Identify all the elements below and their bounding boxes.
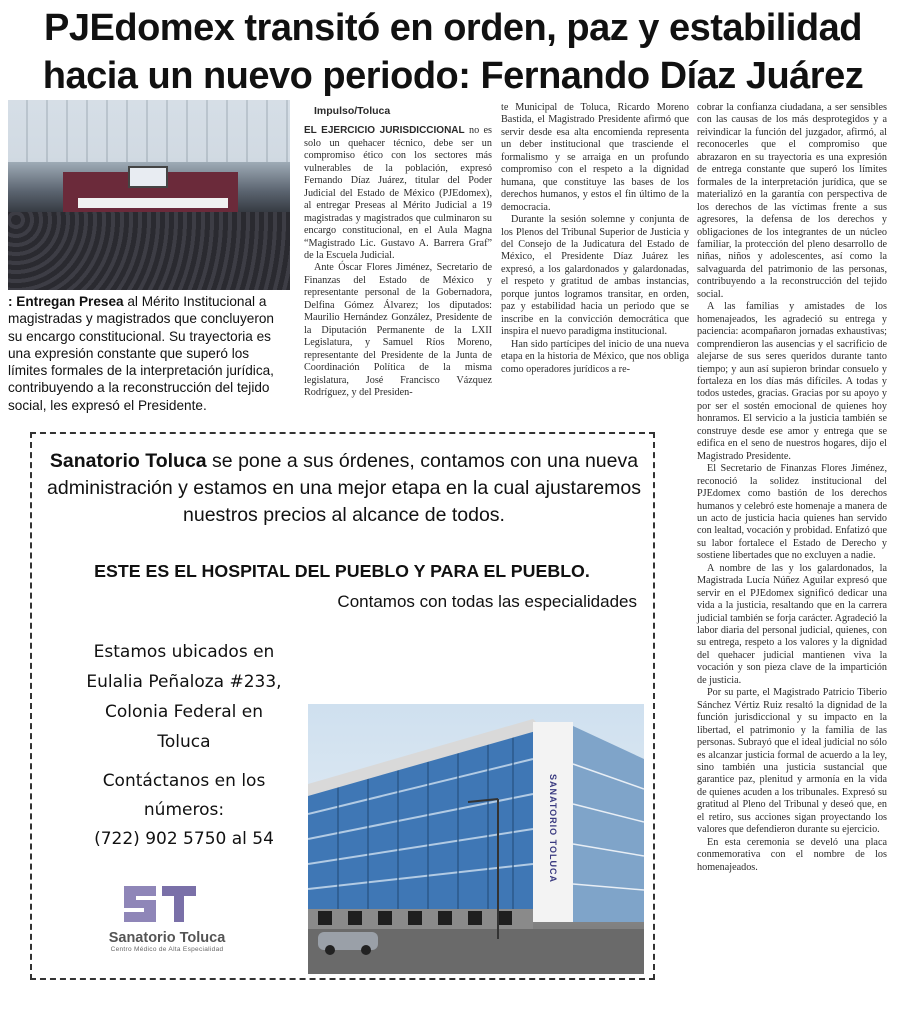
headline-line-1: PJEdomex transitó en orden, paz y estabilidad xyxy=(44,7,862,49)
article-column-3 xyxy=(697,102,887,874)
address-line: Eulalia Peñaloza #233, xyxy=(86,672,282,692)
sanatorio-logo xyxy=(92,884,242,953)
article-paragraph: A nombre de las y los galardonados, la Magistrada Lucía Núñez Aguilar expresó que servir en el PJEdomex significó dedicar una vida a la justicia, resaltando que en la carrera judicial también se forja carácter. Agradeció la labor diaria del personal judicial, quienes, con su entrega, respeto a los valores y la dignidad del quehacer judicial mantienen viva la vocación y son pieza clave de la impartición de justicia. xyxy=(697,562,887,686)
ad-intro-text: se pone a sus órdenes, contamos con una nueva administración y estamos en una mejor etapa en la cual ajustaremos nuestros precios al alcance de todos. xyxy=(47,450,641,526)
article-paragraph: Durante la sesión solemne y conjunta de los Plenos del Tribunal Superior de Justicia y del Consejo de la Judicatura del Estado de México, el Presidente Díaz Juárez les expresó, a los galardonados y galardonadas, el respeto y gratitud de ambas instancias, porque juntos logramos transitar, en orden, paz y estabilidad hacia un periodo que se inscribe en la convicción democrática que inspira el nuevo paradigma institucional. xyxy=(501,214,689,338)
ad-intro xyxy=(44,448,644,529)
contact-line: números: xyxy=(143,800,225,820)
article-paragraph xyxy=(304,125,492,262)
photo-ceiling xyxy=(8,100,290,162)
ad-contact xyxy=(64,767,304,854)
phone-number: (722) 902 5750 al 54 xyxy=(94,829,274,849)
logo-subtitle: Centro Médico de Alta Especialidad xyxy=(110,946,224,953)
ad-specialties: Contamos con todas las especialidades xyxy=(337,592,637,611)
photo-audience xyxy=(8,212,290,290)
st-logo-mark-icon xyxy=(122,884,198,924)
article-column-2 xyxy=(501,102,689,376)
ad-slogan: ESTE ES EL HOSPITAL DEL PUEBLO Y PARA EL PUEBLO. xyxy=(94,561,590,581)
building-illustration xyxy=(308,704,644,974)
photo-caption xyxy=(8,293,290,414)
photo-presidium-table xyxy=(78,198,228,208)
article-column-1 xyxy=(304,105,492,399)
caption-text: al Mérito Institucional a magistradas y magistrados que concluyeron su encargo constitucional. Su trayectoria es una expresión constante que superó los límites formales de la interpretación jurídica, contribuyendo a la reconstrucción del tejido social, les expresó el Presidente. xyxy=(8,294,274,413)
logo-t-icon xyxy=(160,884,198,924)
byline: Impulso/Toluca xyxy=(314,105,391,117)
kicker: EL EJERCICIO JURISDICCIONAL xyxy=(304,125,465,137)
address-line: Estamos ubicados en xyxy=(93,642,275,662)
caption-lead: : Entregan Presea xyxy=(8,294,124,309)
hospital-building-photo xyxy=(308,704,644,974)
headline xyxy=(8,4,898,100)
logo-s-icon xyxy=(122,884,158,924)
headline-line-2: hacia un nuevo periodo: Fernando Díaz Juárez xyxy=(42,55,864,97)
photo-screen xyxy=(128,166,168,188)
paragraph-text: no es solo un quehacer técnico, debe ser un compromiso ético con los sectores más vulnerables de la población, expresó Fernando Díaz Juárez, titular del Poder Judicial del Estado de México (PJEdomex), al entregar Preseas al Mérito Judicial a 19 magistradas y magistrados que culminaron su encargo constitucional, en el Aula Magna “Magistrado Lic. Gustavo A. Barrera Graf” de la Escuela Judicial. xyxy=(304,125,492,261)
address-line: Toluca xyxy=(157,732,211,752)
article-paragraph: Por su parte, el Magistrado Patricio Tiberio Sánchez Vértiz Ruiz resaltó la dignidad de la función jurisdiccional y su impacto en la libertad, el patrimonio y la familia de las personas. Subrayó que el ideal judicial no sólo es alcanzar justicia formal de acuerdo a la ley, sino también una justicia sustancial que garantice paz, plenitud y armonía en la vida de quienes acuden a los tribunales. Expresó su gratitud al Pleno del Tribunal y deseó que, en el retiro, sus acciones sigan proyectando los valores que defendieron durante su ejercicio. xyxy=(697,687,887,836)
article-paragraph: te Municipal de Toluca, Ricardo Moreno Bastida, el Magistrado Presidente afirmó que servir desde esa alta encomienda representa un deber institucional que trasciende el formalismo y se arraiga en un profundo compromiso con el respeto a la dignidad humana, que constituye las bases de los derechos humanos, y estos el fin último de la democracia. xyxy=(501,102,689,213)
article-paragraph: En esta ceremonia se develó una placa conmemorativa con el nombre de los homenajeados. xyxy=(697,836,887,873)
ad-brand: Sanatorio Toluca xyxy=(49,450,207,472)
building-sign: SANATORIO TOLUCA xyxy=(548,774,558,884)
address-line: Colonia Federal en xyxy=(104,702,264,722)
article-paragraph: A las familias y amistades de los homenajeados, les agradeció su entrega y paciencia: acompañaron jornadas exhaustivas; comprendieron las ausencias y el sacrificio de alejarse de sus seres queridos durante tanto tiempo; y aun así supieron brindar consuelo y fortaleza en los días más difíciles. A todas y todos ustedes, gracias. Gracias por su apoyo y por ser el sostén emocional de quienes hoy honramos. El servicio a la justicia también se construye desde ese amor y entrega que se edifica en el seno de nuestros hogares, dijo el Magistrado Presidente. xyxy=(697,301,887,462)
advertisement xyxy=(30,432,655,980)
ad-address xyxy=(64,637,304,757)
logo-name: Sanatorio Toluca xyxy=(108,930,226,946)
contact-line: Contáctanos en los xyxy=(102,771,266,791)
article-paragraph: El Secretario de Finanzas Flores Jiménez, reconoció la solidez institucional del PJEdomex como bastión de los derechos humanos y celebró este homenaje a manera de un acto de justicia hacia quienes han servido con lealtad, vocación y probidad. Enfatizó que su labor fortalece el Estado de Derecho y sostiene libertades que no excluyen a nadie. xyxy=(697,463,887,562)
ceremony-photo xyxy=(8,100,290,290)
article-paragraph: cobrar la confianza ciudadana, a ser sensibles con las causas de los más desprotegidos y a reivindicar la función del juzgador, afirmó, al reconocerles que el compromiso que abrazaron en su trayectoria es una expresión de entrega constante que superó los límites formales de la interpretación jurídica, que se materializó en la garantía con perspectiva de los derechos de las víctimas frente a sus agresores, la defensa de los derechos y obligaciones de los integrantes de un núcleo familiar, la protección del pleno desarrollo de niñas, niños y adolescentes, así como la salvaguarda del patrimonio de las personas, contribuyendo a la reconstrucción del tejido social. xyxy=(697,102,887,300)
article-paragraph: Ante Óscar Flores Jiménez, Secretario de Finanzas del Estado de México y representante personal de la Gobernadora, Delfina Gómez Álvarez; los diputados: Maurilio Hernández González, Presidente de la Diputación Permanente de la LXII Legislatura, y Samuel Ríos Moreno, representante del Presidente de la Junta de Coordinación Política de la misma legislatura, José Francisco Vázquez Rodríguez, y del Presiden- xyxy=(304,262,492,398)
article-paragraph: Han sido partícipes del inicio de una nueva etapa en la historia de México, que nos obliga como operadores jurídicos a re- xyxy=(501,338,689,375)
